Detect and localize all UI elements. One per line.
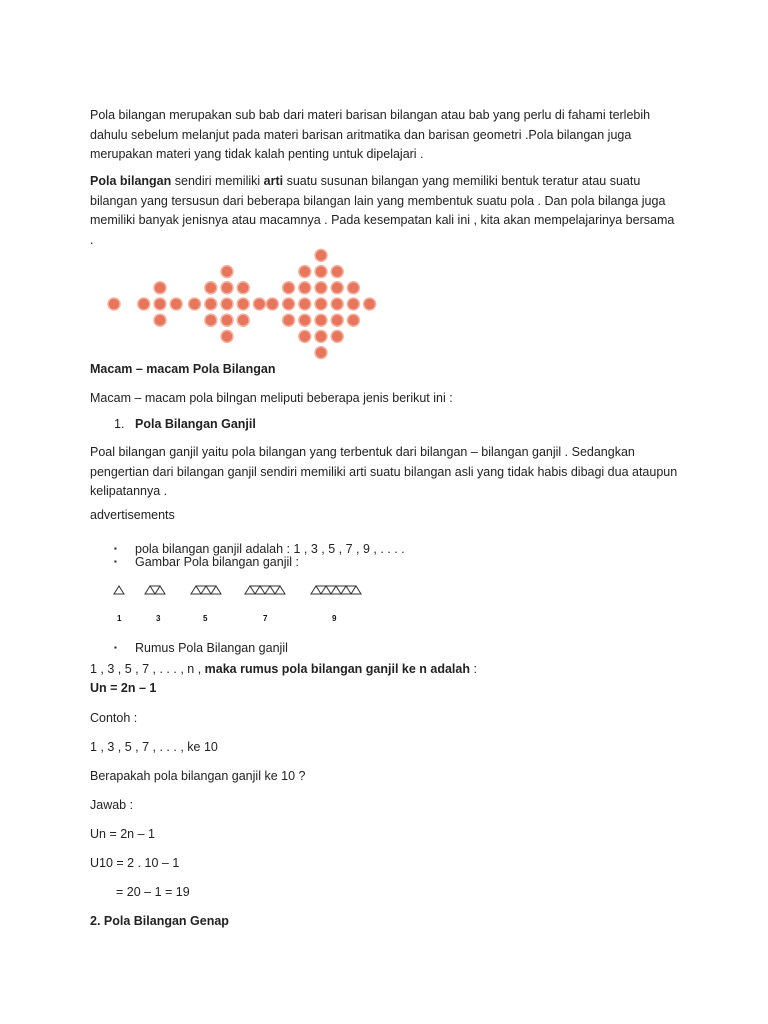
triangle-up [211,586,221,594]
triangle-up [341,586,351,594]
formula-line [90,661,477,677]
triangle-up [201,586,211,594]
triangle-up [351,586,361,594]
example-question: Berapakah pola bilangan ganjil ke 10 ? [90,769,306,783]
advertisements-label: advertisements [90,508,175,522]
triangle-up [275,586,285,594]
triangle-label-9: 9 [332,614,337,623]
term-pola-bilangan: Pola bilangan [90,174,172,188]
triangle-label-7: 7 [263,614,268,623]
bullet-marker: ▪ [114,544,117,553]
intro-p2-text: suatu susunan bilangan yang memiliki bentuk teratur atau suatu [283,174,641,188]
answer-label: Jawab : [90,798,134,812]
triangle-label-5: 5 [203,614,208,623]
triangle-group-9 [311,586,361,594]
triangle-group-7 [245,586,285,594]
term-arti: arti [263,174,284,188]
intro-p2-line: . [90,232,94,247]
bullet-formula-label: Rumus Pola Bilangan ganjil [135,641,288,655]
example-sequence: 1 , 3 , 5 , 7 , . . . , ke 10 [90,740,218,754]
intro-p1-line: merupakan materi yang tidak kalah penting untuk dipelajari . [90,147,424,161]
intro-p1-line: Pola bilangan merupakan sub bab dari materi barisan bilangan atau bab yang perlu di fahami terlebih [90,108,651,122]
triangle-up [155,586,165,594]
formula-sequence: 1 , 3 , 5 , 7 , . . . , n , [90,662,205,676]
example-label: Contoh : [90,711,138,725]
intro-p2-line: memiliki banyak jenisnya atau macamnya . Pada kesempatan kali ini , kita akan mempelajarinya bersama [90,213,675,227]
triangle-label-3: 3 [156,614,161,623]
intro-p1-line: dahulu sebelum melanjut pada materi barisan aritmatika dan barisan geometri .Pola bilangan juga [90,127,632,142]
answer-step-3: = 20 – 1 = 19 [116,885,190,899]
desc-line: Poal bilangan ganjil yaitu pola bilangan yang terbentuk dari bilangan – bilangan ganjil . Sedangkan [90,445,635,459]
bullet-marker: ▪ [114,643,117,652]
sub2-title: 2. Pola Bilangan Genap [90,914,229,928]
section-intro: Macam – macam pola bilngan meliputi beberapa jenis berikut ini : [90,391,453,405]
triangle-label-1: 1 [117,614,122,623]
triangle-group-1 [114,586,124,594]
sub1-number: 1. [114,417,125,431]
triangle-group-3 [145,586,165,594]
section-title: Macam – macam Pola Bilangan [90,362,276,376]
intro-p2-line: bilangan yang tersusun dari beberapa bilangan lain yang membentuk suatu pola . Dan pola bilanga juga [90,193,666,208]
answer-step-1: Un = 2n – 1 [90,827,155,841]
desc-line: pengertian dari bilangan ganjil sendiri memiliki arti suatu bilangan asli yang tidak habis dibagi dua ataupun [90,464,678,479]
triangle-up [331,586,341,594]
desc-line: kelipatannya . [90,484,168,498]
triangle-up [255,586,265,594]
bullet-sequence: pola bilangan ganjil adalah : 1 , 3 , 5 , 7 , 9 , . . . . [135,542,405,556]
bullet-picture-label: Gambar Pola bilangan ganjil : [135,555,299,569]
formula-statement: maka rumus pola bilangan ganjil ke n adalah [204,662,470,676]
formula-un: Un = 2n – 1 [90,681,157,695]
triangle-up [265,586,275,594]
triangle-up [245,586,255,594]
sub1-title: Pola Bilangan Ganjil [135,417,256,431]
bullet-marker: ▪ [114,557,117,566]
formula-colon: : [470,662,477,676]
intro-p2-text: sendiri memiliki [171,174,264,188]
triangle-up [191,586,201,594]
triangle-up [321,586,331,594]
triangle-up [145,586,155,594]
triangle-up [311,586,321,594]
triangle-group-5 [191,586,221,594]
answer-step-2: U10 = 2 . 10 – 1 [90,856,180,870]
